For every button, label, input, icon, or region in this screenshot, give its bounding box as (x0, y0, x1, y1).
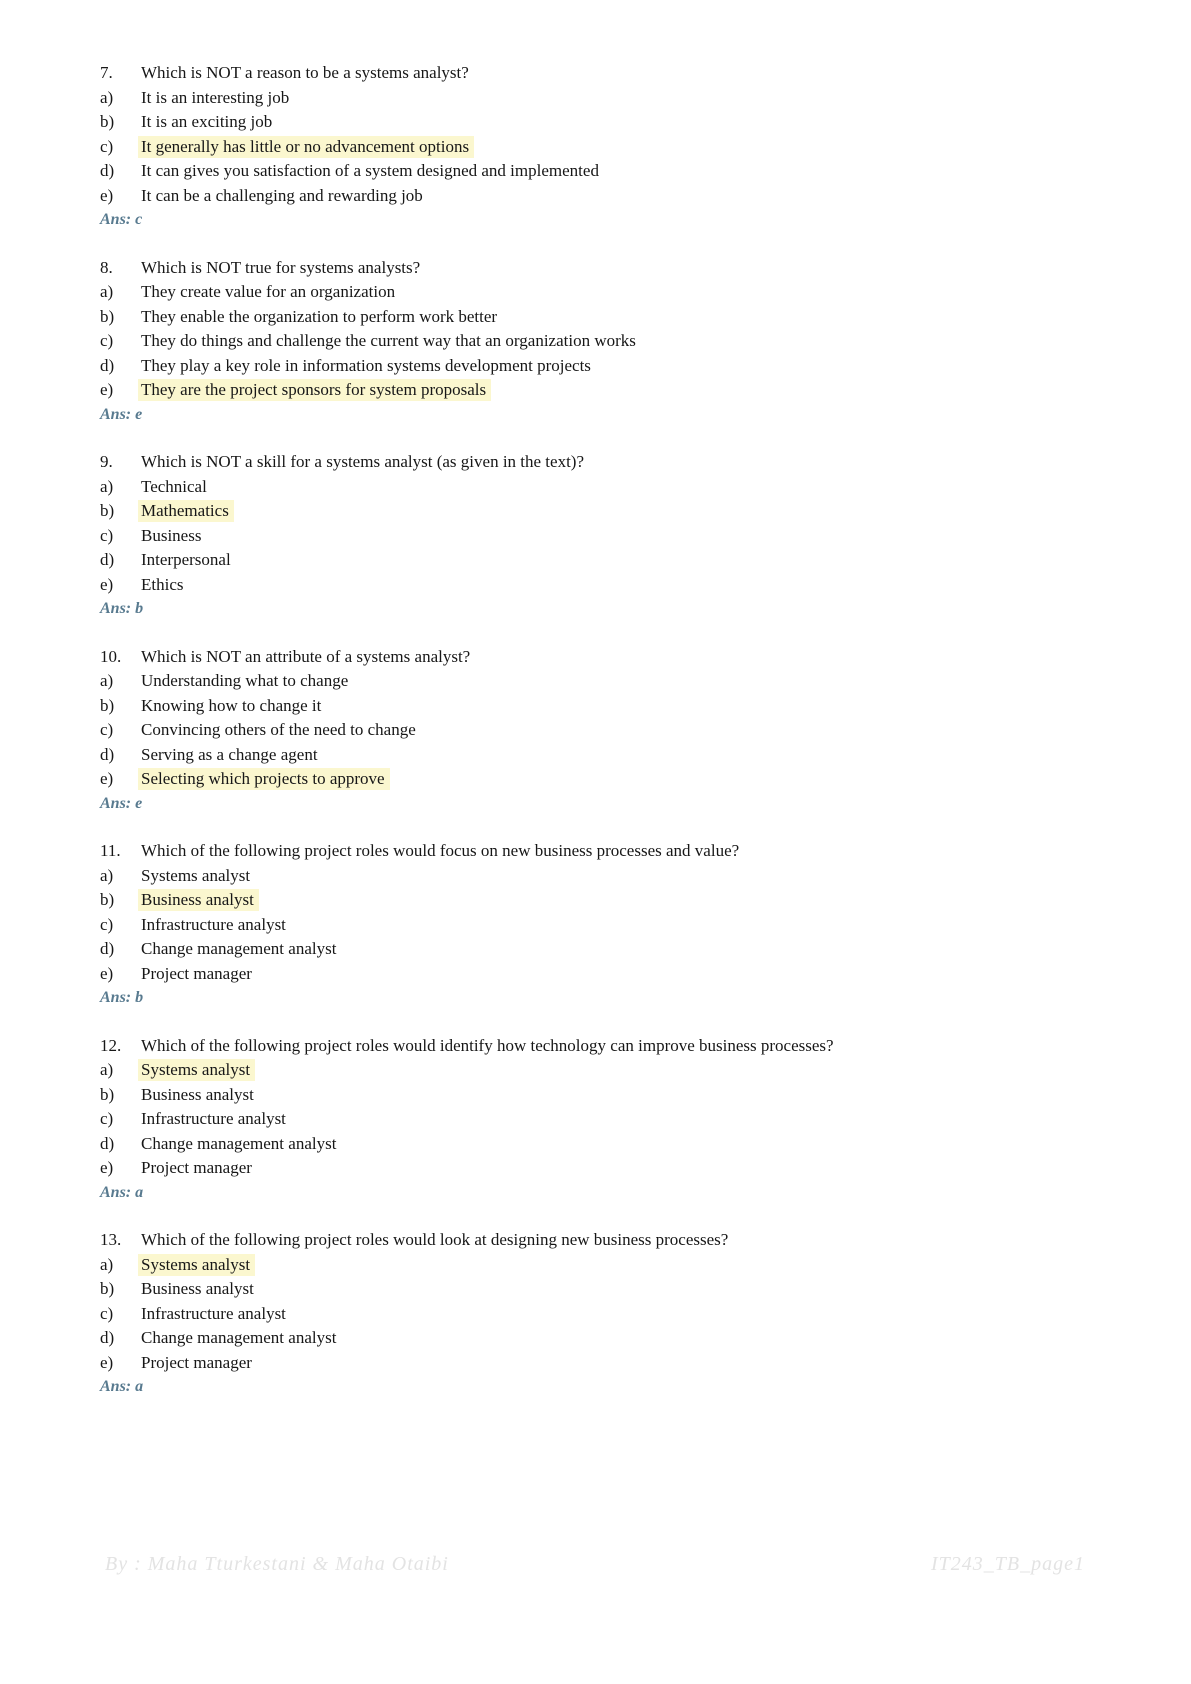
option-text: Mathematics (141, 499, 1151, 524)
option-letter: c) (100, 136, 114, 156)
option-letter: d) (100, 355, 115, 375)
option-row (100, 184, 1151, 209)
option-row (100, 1058, 1151, 1083)
option-row (100, 548, 1151, 573)
option-letter: c) (100, 331, 114, 350)
option-letter: b) (100, 306, 115, 326)
option-text: They play a key role in information systems development projects (141, 355, 591, 375)
option-letter: a) (100, 476, 114, 496)
option-text: Project manager (141, 1352, 252, 1372)
option-text: Change management analyst (141, 1133, 337, 1153)
option-letter: c) (100, 914, 114, 934)
question-number: 12. (100, 1035, 122, 1055)
option-row (100, 378, 1151, 403)
options-list (100, 86, 1151, 209)
options-list (100, 1253, 1151, 1376)
option-row (100, 305, 1151, 330)
option-row (100, 1083, 1151, 1108)
option-text: Interpersonal (141, 550, 231, 569)
option-text: They are the project sponsors for system proposals (141, 378, 1151, 403)
question-text: Which is NOT an attribute of a systems analyst? (141, 646, 471, 666)
option-row (100, 767, 1151, 792)
option-row (100, 864, 1151, 889)
options-list (100, 280, 1151, 403)
option-letter: d) (100, 550, 115, 569)
option-letter: a) (100, 1254, 114, 1274)
option-row (100, 888, 1151, 913)
option-letter: b) (100, 501, 115, 520)
option-letter: d) (100, 161, 115, 180)
option-letter: a) (100, 865, 114, 885)
option-letter: a) (100, 87, 114, 107)
option-text: Knowing how to change it (141, 695, 322, 715)
option-text: Change management analyst (141, 1328, 337, 1347)
option-text: Serving as a change agent (141, 744, 318, 764)
option-row (100, 669, 1151, 694)
option-text: It is an interesting job (141, 87, 290, 107)
option-text: Business (141, 525, 202, 545)
option-text: It can be a challenging and rewarding job (141, 185, 423, 205)
option-row (100, 86, 1151, 111)
option-letter: a) (100, 1060, 114, 1079)
option-text: Change management analyst (141, 939, 337, 958)
option-letter: c) (100, 720, 114, 739)
option-row (100, 329, 1151, 354)
options-list (100, 669, 1151, 792)
option-text: Systems analyst (141, 1058, 1151, 1083)
option-row (100, 135, 1151, 160)
option-letter: d) (100, 744, 115, 764)
option-text: It can gives you satisfaction of a system designed and implemented (141, 161, 599, 180)
option-row (100, 499, 1151, 524)
option-letter: b) (100, 1279, 115, 1298)
option-letter: a) (100, 671, 114, 690)
option-row (100, 962, 1151, 987)
option-text: Systems analyst (141, 1253, 1151, 1278)
option-letter: c) (100, 1109, 114, 1128)
question-block (100, 61, 1151, 233)
question-text: Which is NOT a reason to be a systems analyst? (141, 63, 469, 82)
option-row (100, 573, 1151, 598)
option-row (100, 1107, 1151, 1132)
footer-author: By : Maha Tturkestani & Maha Otaibi (105, 1553, 449, 1575)
option-text: Infrastructure analyst (141, 914, 286, 934)
option-row (100, 1132, 1151, 1157)
answer-line: Ans: e (100, 794, 143, 812)
question-block (100, 1034, 1151, 1206)
option-row (100, 1253, 1151, 1278)
question-block (100, 256, 1151, 428)
option-letter: d) (100, 939, 115, 958)
option-letter: e) (100, 1158, 114, 1177)
option-text: Project manager (141, 1158, 252, 1177)
option-text: Infrastructure analyst (141, 1303, 286, 1323)
option-text: It generally has little or no advancement options (141, 135, 1151, 160)
page-footer (0, 1553, 1191, 1576)
option-letter: c) (100, 525, 114, 545)
option-text: Systems analyst (141, 865, 251, 885)
option-row (100, 475, 1151, 500)
question-number: 13. (100, 1230, 122, 1249)
question-text: Which is NOT a skill for a systems analyst (as given in the text)? (141, 452, 585, 471)
option-row (100, 354, 1151, 379)
question-number: 8. (100, 257, 113, 277)
options-list (100, 1058, 1151, 1181)
option-row (100, 1277, 1151, 1302)
option-letter: e) (100, 963, 114, 983)
option-letter: e) (100, 380, 114, 399)
answer-line: Ans: e (100, 405, 143, 423)
option-letter: e) (100, 185, 114, 205)
option-letter: b) (100, 112, 115, 131)
option-row (100, 1156, 1151, 1181)
option-row (100, 913, 1151, 938)
option-letter: e) (100, 1352, 114, 1372)
option-text: Project manager (141, 963, 252, 983)
answer-line: Ans: a (100, 1378, 144, 1395)
answer-line: Ans: c (100, 211, 143, 228)
answer-line: Ans: b (100, 989, 144, 1006)
question-text: Which of the following project roles would focus on new business processes and value? (141, 841, 740, 860)
question-block (100, 450, 1151, 622)
option-text: Technical (141, 476, 207, 496)
question-block (100, 839, 1151, 1011)
option-letter: d) (100, 1328, 115, 1347)
options-list (100, 475, 1151, 598)
option-row (100, 159, 1151, 184)
option-row (100, 110, 1151, 135)
option-text: Ethics (141, 574, 184, 594)
option-text: Business analyst (141, 1279, 254, 1298)
question-text: Which of the following project roles would identify how technology can improve business processes? (141, 1035, 834, 1055)
question-number: 10. (100, 646, 122, 666)
question-block (100, 1228, 1151, 1400)
question-number: 11. (100, 841, 121, 860)
option-letter: e) (100, 769, 114, 788)
option-text: Convincing others of the need to change (141, 720, 416, 739)
footer-page-label: IT243_TB_page1 (931, 1553, 1085, 1575)
option-row (100, 937, 1151, 962)
option-row (100, 1351, 1151, 1376)
question-text: Which is NOT true for systems analysts? (141, 257, 421, 277)
option-row (100, 1302, 1151, 1327)
answer-line: Ans: b (100, 600, 144, 617)
option-letter: d) (100, 1133, 115, 1153)
option-letter: e) (100, 574, 114, 594)
option-row (100, 1326, 1151, 1351)
option-row (100, 694, 1151, 719)
option-row (100, 718, 1151, 743)
option-text: Selecting which projects to approve (141, 767, 1151, 792)
option-row (100, 280, 1151, 305)
question-number: 7. (100, 63, 113, 82)
option-text: They create value for an organization (141, 282, 396, 301)
option-row (100, 524, 1151, 549)
option-row (100, 743, 1151, 768)
option-text: Business analyst (141, 888, 1151, 913)
question-number: 9. (100, 452, 113, 471)
option-letter: c) (100, 1303, 114, 1323)
option-letter: a) (100, 282, 114, 301)
question-text: Which of the following project roles would look at designing new business processes? (141, 1230, 729, 1249)
answer-line: Ans: a (100, 1183, 144, 1201)
option-letter: b) (100, 695, 115, 715)
option-text: They do things and challenge the current way that an organization works (141, 331, 636, 350)
option-text: Infrastructure analyst (141, 1109, 286, 1128)
option-text: It is an exciting job (141, 112, 273, 131)
options-list (100, 864, 1151, 987)
option-letter: b) (100, 890, 115, 909)
question-block (100, 645, 1151, 817)
option-letter: b) (100, 1084, 115, 1104)
option-text: They enable the organization to perform work better (141, 306, 498, 326)
option-text: Business analyst (141, 1084, 254, 1104)
option-text: Understanding what to change (141, 671, 349, 690)
